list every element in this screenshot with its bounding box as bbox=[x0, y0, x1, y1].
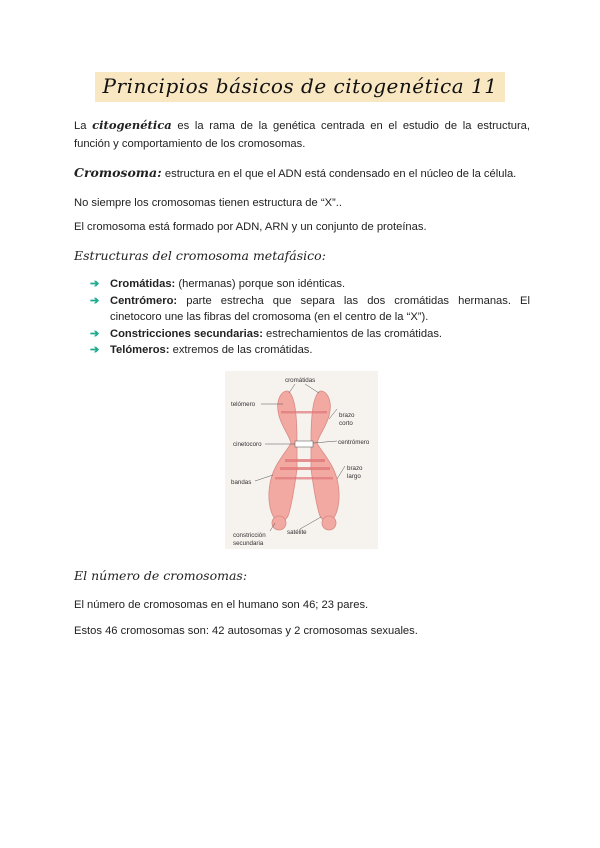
section-heading-number: El número de cromosomas: bbox=[74, 568, 248, 583]
title-container bbox=[0, 72, 600, 102]
cromosoma-term: Cromosoma: bbox=[74, 165, 162, 180]
cromosoma-text: estructura en el que el ADN está condensado en el núcleo de la célula. bbox=[161, 168, 517, 180]
label-telomero: telómero bbox=[231, 401, 256, 408]
band bbox=[281, 411, 327, 414]
composition-paragraph: El cromosoma está formado por ADN, ARN y un conjunto de proteínas. bbox=[74, 221, 427, 233]
label-cromatidas: cromátidas bbox=[285, 377, 316, 384]
right-chromatid bbox=[311, 391, 339, 521]
band bbox=[285, 459, 325, 462]
band bbox=[280, 467, 330, 470]
label-brazo-corto-2: corto bbox=[339, 420, 353, 427]
label-brazo-largo-1: brazo bbox=[347, 465, 363, 472]
intro-paragraph bbox=[74, 116, 530, 153]
list-item: ➔ Centrómero: parte estrecha que separa las dos cromátidas hermanas. El cinetocoro une las fibras del cromosoma (en el centro de la “X”). bbox=[90, 294, 530, 323]
label-brazo-largo-2: largo bbox=[347, 473, 361, 480]
note-x-paragraph: No siempre los cromosomas tienen estructura de “X”.. bbox=[74, 197, 342, 209]
label-bandas: bandas bbox=[231, 479, 252, 486]
chromosome-diagram bbox=[225, 371, 378, 549]
intro-before: La bbox=[74, 120, 93, 132]
section-heading-structures: Estructuras del cromosoma metafásico: bbox=[74, 248, 326, 263]
kinetochore bbox=[295, 441, 313, 447]
satellite-right bbox=[322, 516, 336, 530]
band bbox=[275, 477, 333, 480]
arrow-icon: ➔ bbox=[90, 278, 100, 290]
structures-list bbox=[90, 276, 530, 359]
arrow-icon: ➔ bbox=[90, 294, 100, 307]
intro-term: citogenética bbox=[92, 118, 172, 132]
label-satelite: satélite bbox=[287, 529, 307, 536]
arrow-icon: ➔ bbox=[90, 327, 100, 340]
list-item: ➔ Constricciones secundarias: estrechamientos de las cromátidas. bbox=[90, 326, 530, 343]
list-item: ➔ Cromátidas: (hermanas) porque son idénticas. bbox=[90, 276, 530, 293]
label-brazo-corto-1: brazo bbox=[339, 412, 355, 419]
left-chromatid bbox=[269, 391, 297, 521]
label-cinetocoro: cinetocoro bbox=[233, 441, 262, 448]
label-constriccion-2: secundaria bbox=[233, 540, 264, 547]
number-paragraph: El número de cromosomas en el humano son 46; 23 pares. bbox=[74, 599, 369, 611]
satellite-left bbox=[272, 516, 286, 530]
cromosoma-definition bbox=[74, 164, 530, 183]
label-constriccion-1: constricción bbox=[233, 532, 266, 539]
autosomes-paragraph: Estos 46 cromosomas son: 42 autosomas y 2 cromosomas sexuales. bbox=[74, 625, 418, 637]
chromosome-figure bbox=[225, 371, 378, 549]
list-item: ➔ Telómeros: extremos de las cromátidas. bbox=[90, 342, 530, 359]
intro-after: es la rama de la genética centrada en el estudio de la estructura, función y comportamiento de los cromosomas. bbox=[74, 120, 530, 150]
page-title: Principios básicos de citogenética 11 bbox=[95, 72, 506, 102]
label-centromero: centrómero bbox=[338, 439, 370, 446]
arrow-icon: ➔ bbox=[90, 344, 100, 356]
